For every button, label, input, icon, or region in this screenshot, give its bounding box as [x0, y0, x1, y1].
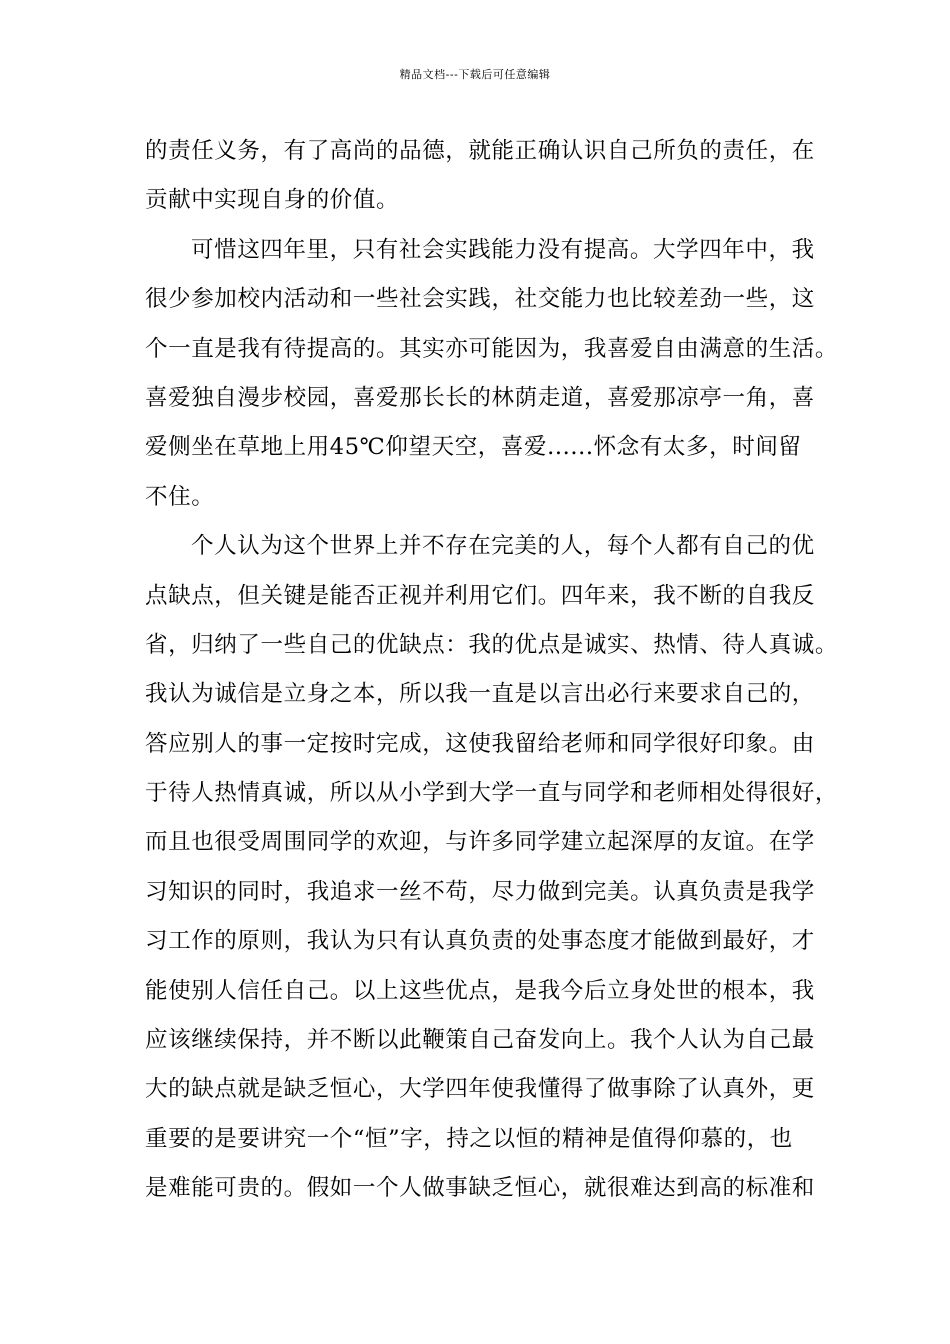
text-line: 很少参加校内活动和一些社会实践，社交能力也比较差劲一些，这 — [145, 286, 815, 313]
text-line: 应该继续保持，并不断以此鞭策自己奋发向上。我个人认为自己最 — [145, 1027, 815, 1054]
text-line: 个人认为这个世界上并不存在完美的人，每个人都有自己的优 — [191, 533, 815, 560]
page-header: 精品文档---下载后可任意编辑 — [399, 68, 551, 81]
text-line: 习知识的同时，我追求一丝不苟，尽力做到完美。认真负责是我学 — [145, 878, 815, 905]
text-line: 喜爱独自漫步校园，喜爱那长长的林荫走道，喜爱那凉亭一角，喜 — [145, 384, 815, 411]
text-line: 是难能可贵的。假如一个人做事缺乏恒心，就很难达到高的标准和 — [145, 1175, 815, 1202]
text-line: 习工作的原则，我认为只有认真负责的处事态度才能做到最好，才 — [145, 928, 815, 955]
text-line: 答应别人的事一定按时完成，这使我留给老师和同学很好印象。由 — [145, 730, 815, 757]
text-line: 大的缺点就是缺乏恒心，大学四年使我懂得了做事除了认真外，更 — [145, 1076, 815, 1103]
text-line: 不住。 — [145, 483, 215, 510]
text-line: 省，归纳了一些自己的优缺点：我的优点是诚实、热情、待人真诚。 — [145, 631, 839, 658]
text-line: 的责任义务，有了高尚的品德，就能正确认识自己所负的责任，在 — [145, 138, 815, 164]
text-line: 爱侧坐在草地上用45℃仰望天空，喜爱......怀念有太多，时间留 — [145, 434, 802, 461]
text-line: 贡献中实现自身的价值。 — [145, 187, 400, 214]
text-line: 个一直是我有待提高的。其实亦可能因为，我喜爱自由满意的生活。 — [145, 335, 839, 362]
text-line: 可惜这四年里，只有社会实践能力没有提高。大学四年中，我 — [191, 236, 815, 263]
text-line: 于待人热情真诚，所以从小学到大学一直与同学和老师相处得很好， — [145, 780, 839, 807]
text-line: 我认为诚信是立身之本，所以我一直是以言出必行来要求自己的， — [145, 681, 815, 708]
text-line: 而且也很受周围同学的欢迎，与许多同学建立起深厚的友谊。在学 — [145, 829, 815, 856]
text-line: 点缺点，但关键是能否正视并利用它们。四年来，我不断的自我反 — [145, 582, 815, 609]
text-line: 能使别人信任自己。以上这些优点，是我今后立身处世的根本，我 — [145, 977, 815, 1004]
text-line: 重要的是要讲究一个“恒”字，持之以恒的精神是值得仰慕的，也 — [145, 1125, 793, 1152]
document-body — [145, 127, 839, 1214]
